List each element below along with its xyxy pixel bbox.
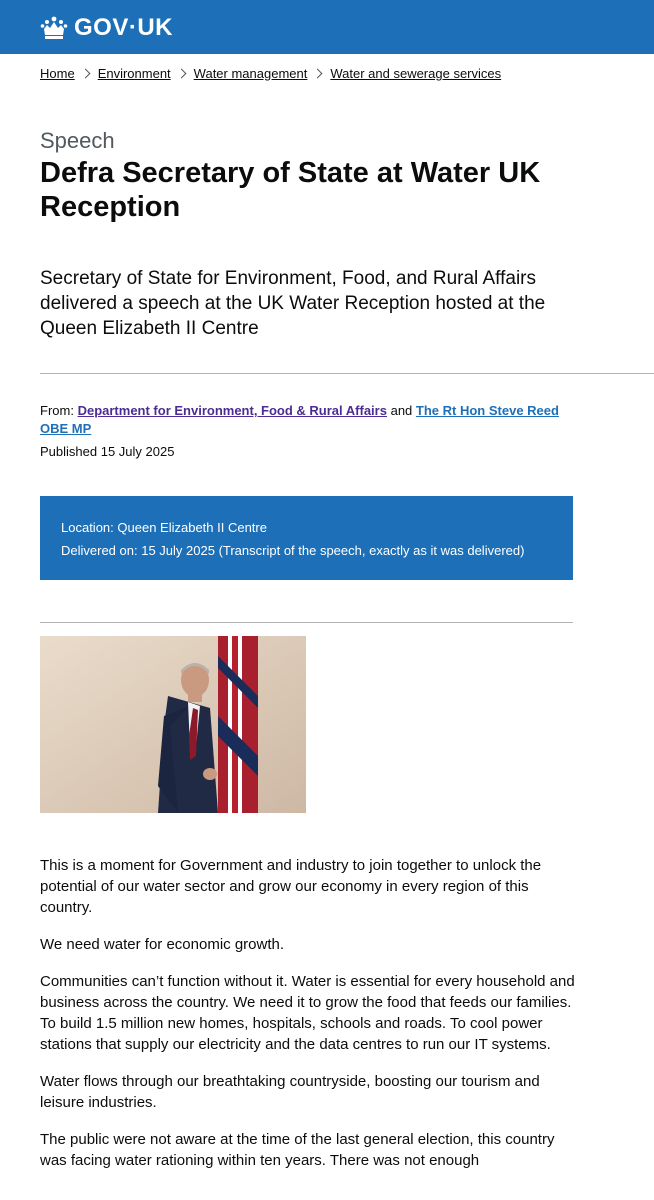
speaker-photo: [40, 636, 306, 813]
metadata-from: [40, 402, 580, 438]
location-row: [61, 516, 552, 539]
delivered-value: 15 July 2025 (Transcript of the speech, exactly as it was delivered): [141, 543, 525, 558]
chevron-right-icon: [176, 69, 186, 79]
logo-text: GOV·UK: [74, 14, 173, 41]
chevron-right-icon: [80, 69, 90, 79]
published-date: Published 15 July 2025: [40, 444, 175, 459]
body-paragraph: Water flows through our breathtaking countryside, boosting our tourism and leisure industries.: [40, 1073, 540, 1111]
breadcrumb-environment[interactable]: Environment: [97, 66, 171, 81]
speech-info-box: [40, 496, 573, 580]
from-label: From:: [40, 403, 74, 418]
document-type-caption: Speech: [40, 128, 115, 153]
body-paragraph: We need water for economic growth.: [40, 936, 285, 953]
site-header: [0, 0, 654, 53]
page-title: Defra Secretary of State at Water UK Reception: [40, 157, 541, 223]
body-paragraph: The public were not aware at the time of the last general election, this country was facing water rationing within ten years. There was not enough: [40, 1131, 555, 1169]
crown-icon: [40, 15, 68, 41]
breadcrumb-home[interactable]: Home: [40, 66, 75, 81]
header-underline: [0, 52, 654, 54]
body-paragraph: Communities can’t function without it. Water is essential for every household and business across the country. We need it to grow the food that feeds our families. To build 1.5 million new homes, hospitals, schools and roads. To cool power stations that supply our electricity and the data centres to run our IT systems.: [40, 973, 575, 1053]
govuk-logo-link[interactable]: [40, 14, 173, 42]
chevron-right-icon: [313, 69, 323, 79]
body-paragraph: This is a moment for Government and industry to join together to unlock the potential of our water sector and grow our economy in every region of this country.: [40, 857, 542, 916]
org-link-defra[interactable]: Department for Environment, Food & Rural Affairs: [77, 403, 387, 418]
speech-body: [40, 855, 580, 1187]
divider: [40, 622, 573, 623]
page-summary: Secretary of State for Environment, Food, and Rural Affairs delivered a speech at the UK Water Reception hosted at the Queen Elizabeth II Centre: [40, 268, 546, 339]
breadcrumb-water-sewerage[interactable]: Water and sewerage services: [330, 66, 502, 81]
delivered-row: [61, 539, 552, 562]
breadcrumb-water-management[interactable]: Water management: [193, 66, 308, 81]
breadcrumb: [40, 66, 501, 81]
divider: [40, 373, 654, 374]
location-value: Queen Elizabeth II Centre: [117, 520, 267, 535]
location-label: Location:: [61, 520, 114, 535]
delivered-label: Delivered on:: [61, 543, 138, 558]
person-link-steve-reed[interactable]: The Rt Hon Steve Reed OBE MP: [40, 403, 559, 436]
and-text: and: [390, 403, 413, 418]
